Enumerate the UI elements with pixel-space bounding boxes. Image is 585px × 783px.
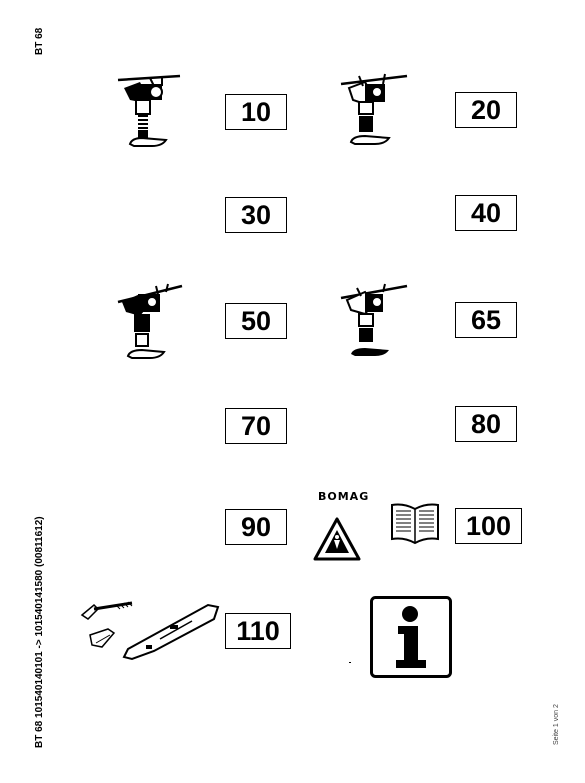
speck — [349, 662, 351, 663]
rammer-machine-icon[interactable] — [335, 280, 415, 364]
page-indicator: Seite 1 von 2 — [553, 704, 560, 745]
group-number-box[interactable]: 70 — [225, 408, 287, 444]
group-number-box[interactable]: 90 — [225, 509, 287, 545]
group-number-box[interactable]: 80 — [455, 406, 517, 442]
group-number-box[interactable]: 50 — [225, 303, 287, 339]
group-number-box[interactable]: 20 — [455, 92, 517, 128]
spare-parts-icon[interactable] — [74, 595, 224, 667]
serial-range: BT 68 101540140101 -> 101540141580 (00811612) — [34, 516, 45, 748]
group-number-box[interactable]: 65 — [455, 302, 517, 338]
group-number-box[interactable]: 40 — [455, 195, 517, 231]
group-number-box[interactable]: 100 — [455, 508, 522, 544]
group-number-box[interactable]: 10 — [225, 94, 287, 130]
warning-triangle-icon — [312, 516, 362, 562]
group-number-box[interactable]: 30 — [225, 197, 287, 233]
info-icon[interactable] — [370, 596, 452, 678]
model-label: BT 68 — [34, 27, 45, 55]
rammer-machine-icon[interactable] — [335, 70, 415, 150]
brand-logo: BOMAG — [318, 490, 370, 503]
rammer-machine-icon[interactable] — [110, 72, 190, 152]
manual-book-icon[interactable] — [388, 501, 442, 545]
group-number-box[interactable]: 110 — [225, 613, 291, 649]
rammer-machine-icon[interactable] — [112, 280, 192, 364]
